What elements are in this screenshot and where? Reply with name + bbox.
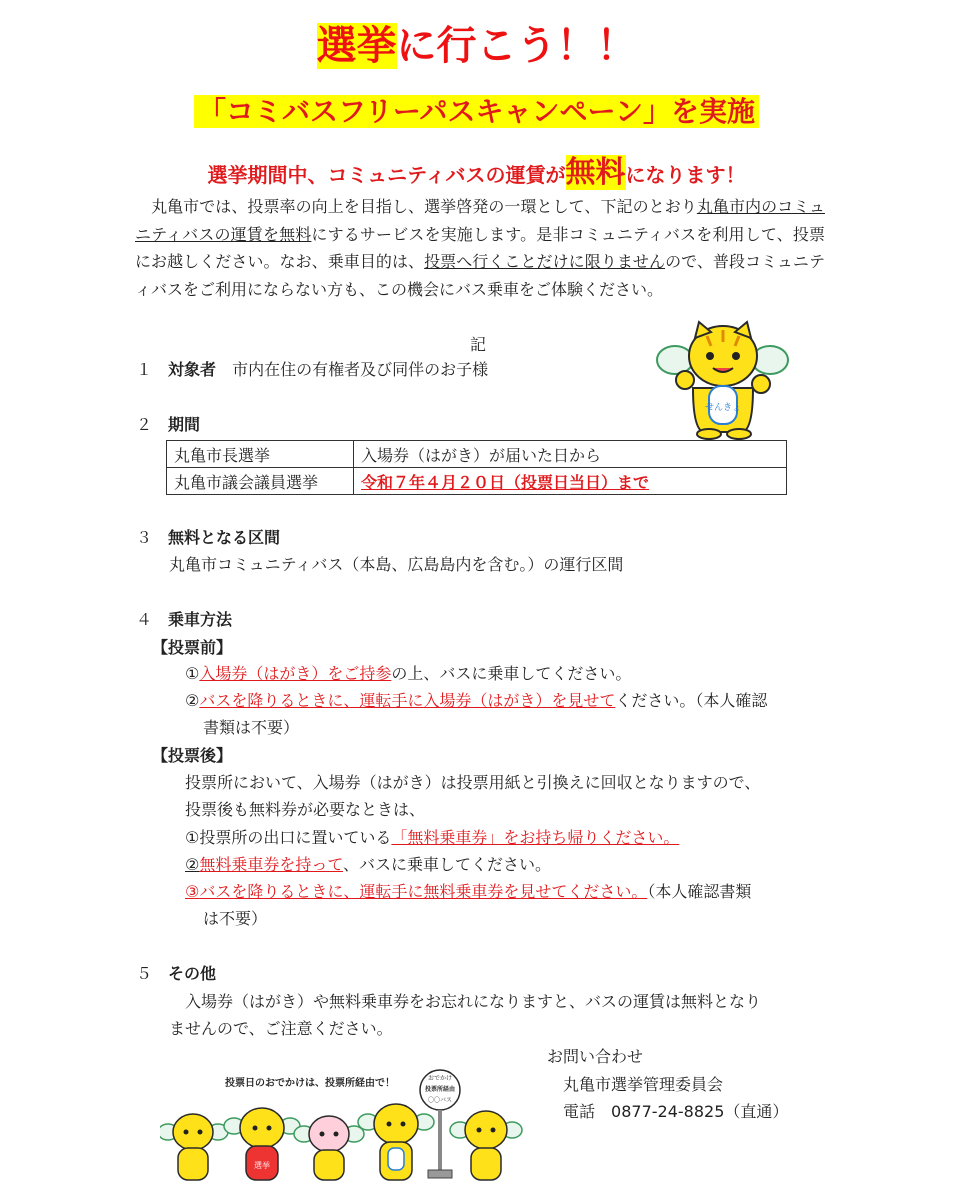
section-2 xyxy=(136,413,200,437)
section-2-number: ２ xyxy=(136,415,153,434)
section-4-number: ４ xyxy=(136,610,153,629)
period-table xyxy=(166,440,787,495)
period-cell-election: 丸亀市議会議員選挙 xyxy=(167,468,354,495)
headline-free: 無料 xyxy=(565,155,626,190)
contact-heading: お問い合わせ xyxy=(547,1047,644,1066)
intro-text-2: にするサービスを実施します。是非コミュニティバスを利用して、投票にお越しください。なお、乗車目的は、 xyxy=(135,224,825,271)
ki-mark: 記 xyxy=(470,335,487,354)
after-item-1-red: 「無料乗車券」をお持ち帰りください。 xyxy=(391,828,680,847)
before-item-1-red: 入場券（はがき）をご持参 xyxy=(199,664,392,683)
period-cell-period: 入場券（はがき）が届いた日から xyxy=(354,441,787,468)
section-4-label: 乗車方法 xyxy=(168,610,233,629)
title-rest: に行こう！！ xyxy=(396,23,637,69)
contact-phone-label: 電話 xyxy=(563,1102,596,1121)
bottom-illustration xyxy=(160,1060,525,1189)
before-item-2-mark: ② xyxy=(185,691,200,710)
before-item-2-red: バスを降りるときに、運転手に入場券（はがき）を見せて xyxy=(199,691,616,710)
headline-pre: 選挙期間中、コミュニティバスの運賃が xyxy=(207,163,566,187)
period-cell-period-end: 令和７年４月２０日（投票日当日）まで xyxy=(354,468,787,495)
intro-underline-1: 丸亀市内のコミュニティバスの運賃を無料 xyxy=(135,197,825,244)
after-line-1: 投票所において、入場券（はがき）は投票用紙と引換えに回収となりますので、 xyxy=(185,773,761,792)
after-voting-label: 【投票後】 xyxy=(152,746,233,765)
before-item-1 xyxy=(185,662,631,686)
campaign-subtitle xyxy=(0,92,953,136)
sign-top: おでかけ xyxy=(428,1075,452,1082)
section-1 xyxy=(136,358,488,382)
title-highlight: 選挙 xyxy=(316,23,397,69)
headline-post: になります！ xyxy=(625,163,746,187)
intro-text-3: ので、普段コミュニティバスをご利用にならない方も、この機会にバス乗車をご体験ください。 xyxy=(135,252,825,299)
after-item-3-cont: は不要） xyxy=(203,909,268,928)
after-item-2-rest: 、バスに乗車してください。 xyxy=(343,855,552,874)
section-4 xyxy=(136,608,232,632)
section-3-text: 丸亀市コミュニティバス（本島、広島島内を含む。）の運行区間 xyxy=(169,555,624,574)
contact-phone: 0877-24-8825（直通） xyxy=(611,1102,789,1121)
badge-senkyo-1: 選挙 xyxy=(254,1161,270,1170)
contact-org: 丸亀市選挙管理委員会 xyxy=(563,1075,724,1094)
intro-paragraph xyxy=(135,193,825,303)
mascot-illustration xyxy=(655,318,790,444)
after-item-1 xyxy=(185,826,679,850)
section-5-line-2: ませんので、ご注意ください。 xyxy=(169,1019,393,1038)
after-item-3-mark: ③ xyxy=(185,882,200,901)
section-5-line-1: 入場券（はがき）や無料乗車券をお忘れになりますと、バスの運賃は無料となり xyxy=(185,992,762,1011)
after-item-3-red: バスを降りるときに、運転手に無料乗車券を見せてください。 xyxy=(199,882,648,901)
campaign-subtitle-text: 「コミバスフリーパスキャンペーン」を実施 xyxy=(194,95,759,128)
before-voting-label: 【投票前】 xyxy=(152,638,233,657)
section-2-label: 期間 xyxy=(168,415,201,434)
section-5-label: その他 xyxy=(168,964,217,983)
after-item-2-mark: ② xyxy=(185,855,200,874)
section-1-label: 対象者 xyxy=(168,360,217,379)
before-item-1-rest: の上、バスに乗車してください。 xyxy=(391,664,632,683)
section-1-text: 市内在住の有権者及び同伴のお子様 xyxy=(232,360,489,379)
after-item-2 xyxy=(185,853,551,877)
sign-bot: 〇〇バス xyxy=(427,1097,453,1104)
page-title xyxy=(0,22,953,70)
section-3-number: ３ xyxy=(136,528,153,547)
contact-phone-row xyxy=(563,1097,788,1127)
section-1-number: １ xyxy=(136,360,153,379)
table-row xyxy=(167,468,787,495)
after-item-3-rest: （本人確認書類 xyxy=(647,882,752,901)
after-item-2-red: 無料乗車券を持って xyxy=(199,855,344,874)
bottom-caption: 投票日のおでかけは、投票所経由で！ xyxy=(225,1078,395,1089)
section-3 xyxy=(136,526,280,550)
before-item-2-rest: ください。（本人確認 xyxy=(615,691,768,710)
before-item-2 xyxy=(185,689,767,713)
after-item-1-pre: ①投票所の出口に置いている xyxy=(185,828,392,847)
section-5-number: ５ xyxy=(136,964,153,983)
intro-text-1: 丸亀市では、投票率の向上を目指し、選挙啓発の一環として、下記のとおり xyxy=(151,197,697,216)
mascot-badge-text: せんきょ xyxy=(704,403,742,413)
after-item-3 xyxy=(185,880,751,904)
section-5 xyxy=(136,962,216,986)
period-cell-election: 丸亀市長選挙 xyxy=(167,441,354,468)
section-3-label: 無料となる区間 xyxy=(168,528,281,547)
intro-underline-2: 投票へ行くことだけに限りません xyxy=(424,252,666,271)
sign-mid: 投票所経由 xyxy=(424,1086,456,1093)
before-item-1-mark: ① xyxy=(185,664,200,683)
before-item-2-cont: 書類は不要） xyxy=(203,718,300,737)
table-row xyxy=(167,441,787,468)
after-line-2: 投票後も無料券が必要なときは、 xyxy=(185,800,426,819)
